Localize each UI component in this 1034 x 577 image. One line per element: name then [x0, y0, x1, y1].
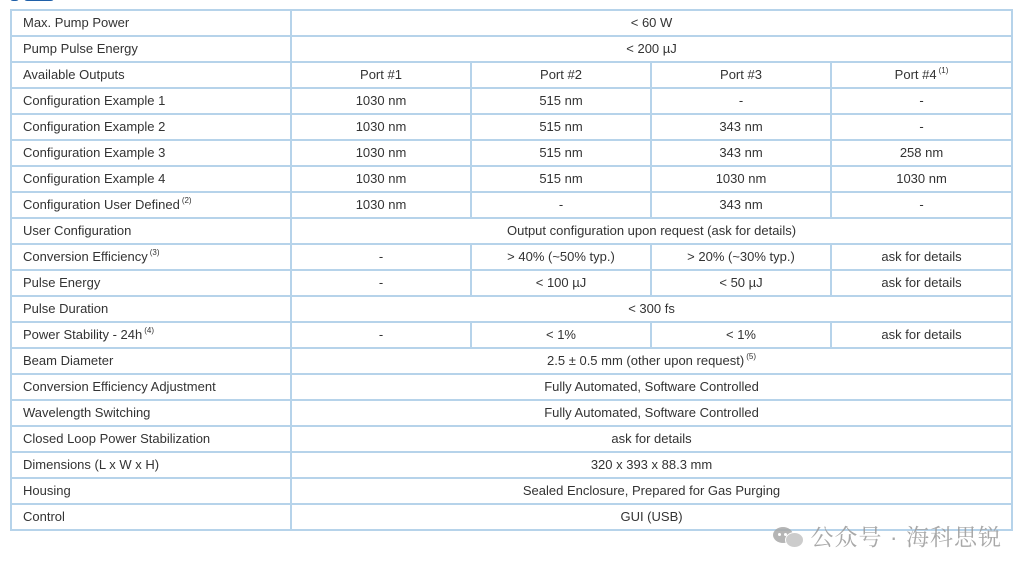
port-value-cell: 515 nm: [471, 166, 651, 192]
table-row: [11, 504, 1012, 530]
port-value-cell: 1030 nm: [291, 192, 471, 218]
row-label: Configuration Example 2: [11, 114, 291, 140]
port-value-cell: > 20% (~30% typ.): [651, 244, 831, 270]
row-label: Configuration Example 1: [11, 88, 291, 114]
port-value-cell: 1030 nm: [291, 88, 471, 114]
value-cell: ask for details: [291, 426, 1012, 452]
port-value-cell: < 100 µJ: [471, 270, 651, 296]
row-label: Conversion Efficiency $^{(3)}$: [11, 244, 291, 270]
row-label: Conversion Efficiency Adjustment: [11, 374, 291, 400]
port-value-cell: -: [291, 270, 471, 296]
table-row: [11, 88, 1012, 114]
table-row: [11, 426, 1012, 452]
port-value-cell: -: [291, 244, 471, 270]
port-value-cell: 515 nm: [471, 140, 651, 166]
value-cell: Output configuration upon request (ask for details): [291, 218, 1012, 244]
footnote-ref: (3): [149, 248, 160, 257]
row-label: Configuration Example 3: [11, 140, 291, 166]
row-label: Beam Diameter: [11, 348, 291, 374]
table-row: [11, 192, 1012, 218]
row-label: Power Stability - 24h $^{(4)}$: [11, 322, 291, 348]
value-cell: < 200 µJ: [291, 36, 1012, 62]
table-row: [11, 140, 1012, 166]
table-row: [11, 62, 1012, 88]
port-value-cell: 343 nm: [651, 192, 831, 218]
footnote-ref: (4): [144, 326, 155, 335]
port-value-cell: 258 nm: [831, 140, 1012, 166]
specifications-table: [10, 9, 1013, 531]
row-label: Max. Pump Power: [11, 10, 291, 36]
port-value-cell: 515 nm: [471, 88, 651, 114]
port-value-cell: ask for details: [831, 322, 1012, 348]
port-value-cell: -: [831, 88, 1012, 114]
port-value-cell: Port #4 $^{(1)}$: [831, 62, 1012, 88]
row-label: Pulse Energy: [11, 270, 291, 296]
port-value-cell: 1030 nm: [651, 166, 831, 192]
footnote-ref: (5): [746, 352, 756, 361]
port-value-cell: ask for details: [831, 244, 1012, 270]
value-cell: 2.5 ± 0.5 mm (other upon request) $^{(5)}$: [291, 348, 1012, 374]
port-value-cell: 515 nm: [471, 114, 651, 140]
port-value-cell: > 40% (~50% typ.): [471, 244, 651, 270]
port-value-cell: 343 nm: [651, 114, 831, 140]
table-row: [11, 244, 1012, 270]
value-cell: Fully Automated, Software Controlled: [291, 400, 1012, 426]
watermark-text: 公众号 · 海科思锐: [810, 524, 1002, 550]
row-label: Configuration User Defined $^{(2)}$: [11, 192, 291, 218]
row-label: Pulse Duration: [11, 296, 291, 322]
row-label: Available Outputs: [11, 62, 291, 88]
table-row: [11, 374, 1012, 400]
row-label: Configuration Example 4: [11, 166, 291, 192]
row-label: Dimensions (L x W x H): [11, 452, 291, 478]
table-row: [11, 322, 1012, 348]
value-cell: 320 x 393 x 88.3 mm: [291, 452, 1012, 478]
table-row: [11, 270, 1012, 296]
port-value-cell: < 1%: [651, 322, 831, 348]
row-label: Housing: [11, 478, 291, 504]
table-row: [11, 348, 1012, 374]
port-value-cell: 1030 nm: [831, 166, 1012, 192]
port-value-cell: -: [831, 192, 1012, 218]
port-value-cell: -: [831, 114, 1012, 140]
port-value-cell: -: [651, 88, 831, 114]
table-row: [11, 218, 1012, 244]
port-value-cell: 1030 nm: [291, 114, 471, 140]
port-value-cell: Port #2: [471, 62, 651, 88]
table-row: [11, 114, 1012, 140]
value-cell: Fully Automated, Software Controlled: [291, 374, 1012, 400]
value-cell: Sealed Enclosure, Prepared for Gas Purging: [291, 478, 1012, 504]
port-value-cell: Port #3: [651, 62, 831, 88]
port-value-cell: -: [291, 322, 471, 348]
row-label: Pump Pulse Energy: [11, 36, 291, 62]
table-row: [11, 166, 1012, 192]
port-value-cell: ask for details: [831, 270, 1012, 296]
table-row: [11, 296, 1012, 322]
table-row: [11, 400, 1012, 426]
value-cell: GUI (USB): [291, 504, 1012, 530]
table-row: [11, 36, 1012, 62]
port-value-cell: -: [471, 192, 651, 218]
table-row: [11, 10, 1012, 36]
port-value-cell: Port #1: [291, 62, 471, 88]
footnote-ref: (2): [181, 196, 192, 205]
row-label: Wavelength Switching: [11, 400, 291, 426]
port-value-cell: 1030 nm: [291, 140, 471, 166]
port-value-cell: 343 nm: [651, 140, 831, 166]
footnote-ref: (1): [938, 66, 949, 75]
row-label: Closed Loop Power Stabilization: [11, 426, 291, 452]
value-cell: < 300 fs: [291, 296, 1012, 322]
value-cell: < 60 W: [291, 10, 1012, 36]
port-value-cell: < 1%: [471, 322, 651, 348]
table-row: [11, 478, 1012, 504]
port-value-cell: 1030 nm: [291, 166, 471, 192]
row-label: User Configuration: [11, 218, 291, 244]
section-heading-fragment: [10, 0, 70, 1]
port-value-cell: < 50 µJ: [651, 270, 831, 296]
table-row: [11, 452, 1012, 478]
row-label: Control: [11, 504, 291, 530]
